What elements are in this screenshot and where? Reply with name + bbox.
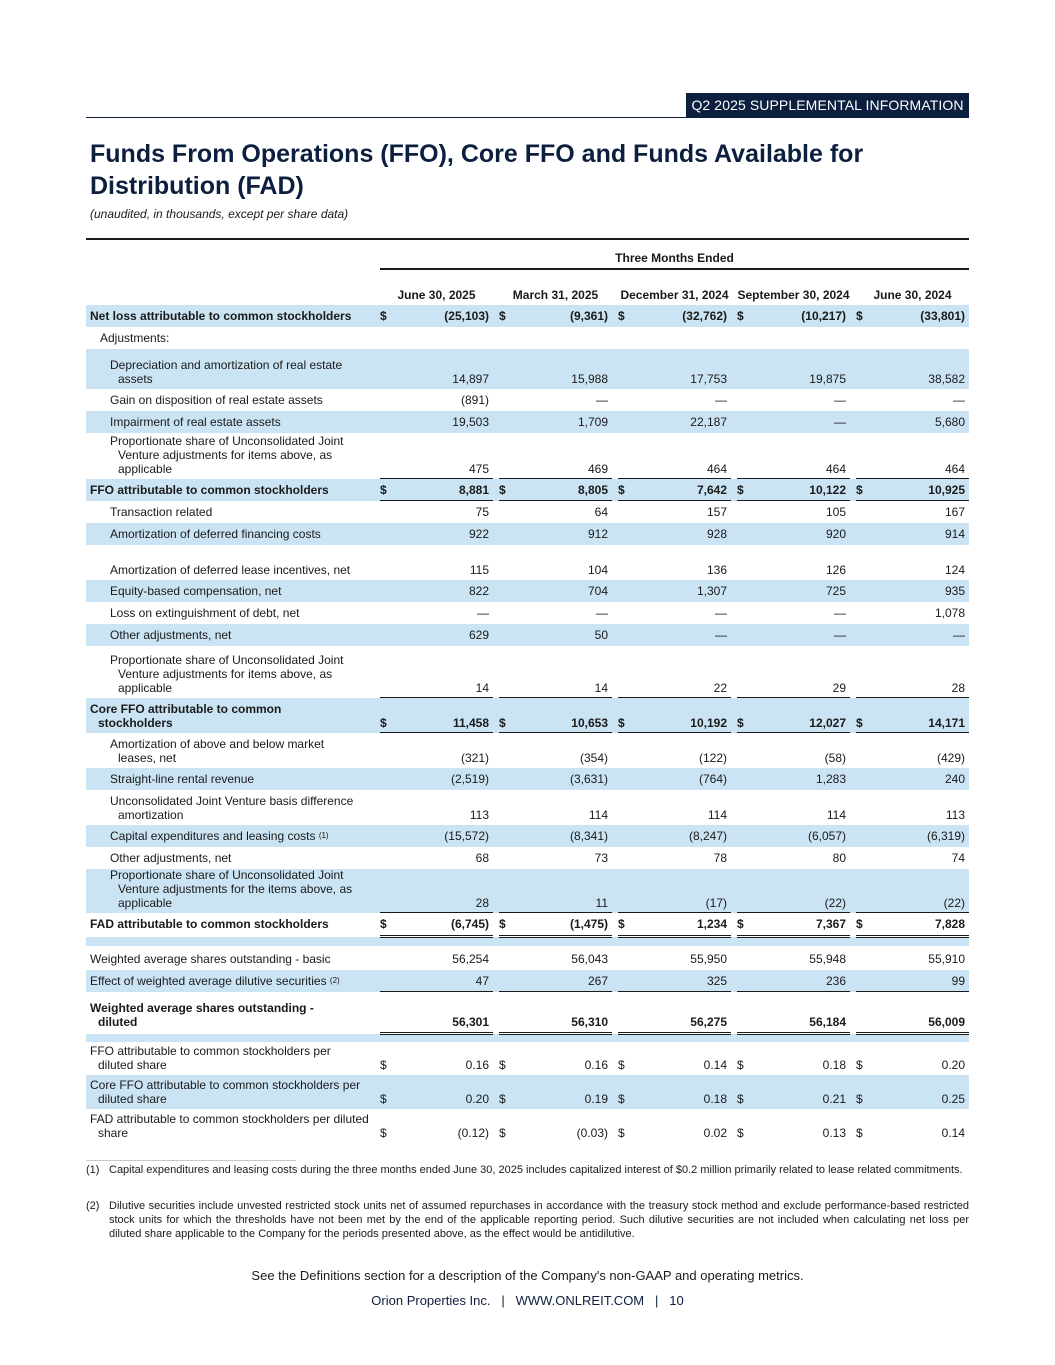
- currency-symbol: $: [380, 483, 387, 497]
- table-cell: 10,192: [690, 716, 727, 730]
- row-label: [110, 847, 380, 869]
- table-cell: (1,475): [569, 917, 608, 931]
- table-cell: 56,254: [452, 952, 489, 966]
- table-cell: 99: [951, 974, 965, 988]
- footer-website[interactable]: WWW.ONLREIT.COM: [515, 1293, 645, 1308]
- table-cell: 14: [594, 681, 608, 695]
- row-label-text: Equity-based compensation, net: [110, 584, 282, 598]
- table-cell: (22): [943, 896, 965, 910]
- table-cell: 113: [469, 808, 489, 822]
- table-cell: (8,341): [569, 829, 608, 843]
- row-label-text: Net loss attributable to common stockholders: [90, 309, 352, 323]
- row-label: [110, 646, 372, 698]
- table-cell: —: [953, 393, 965, 407]
- currency-symbol: $: [737, 1058, 744, 1072]
- table-row: [86, 1109, 969, 1143]
- row-label-text: Core FFO attributable to common stockholders per diluted share: [90, 1078, 361, 1106]
- table-cell: —: [715, 393, 727, 407]
- table-cell: 114: [588, 808, 608, 822]
- table-cell: 0.25: [941, 1092, 965, 1106]
- currency-symbol: $: [380, 1092, 387, 1106]
- table-top-rule: [86, 238, 969, 240]
- currency-symbol: $: [380, 309, 387, 323]
- table-cell: (891): [460, 393, 489, 407]
- table-cell: —: [596, 606, 608, 620]
- row-label-text: Other adjustments, net: [110, 628, 232, 642]
- row-label-text: Adjustments:: [100, 331, 170, 345]
- table-cell: (429): [936, 751, 965, 765]
- table-cell: 5,680: [934, 415, 965, 429]
- double-underline-rule: [856, 935, 969, 938]
- row-label: [90, 970, 380, 992]
- table-cell: 136: [706, 563, 727, 577]
- currency-symbol: $: [499, 1126, 506, 1140]
- table-row: [86, 869, 969, 913]
- table-cell: 104: [587, 563, 608, 577]
- table-cell: 0.21: [822, 1092, 846, 1106]
- row-label: [90, 992, 350, 1032]
- table-cell: 0.16: [465, 1058, 489, 1072]
- table-cell: (3,631): [569, 772, 608, 786]
- table-cell: 47: [475, 974, 489, 988]
- table-cell: 28: [475, 896, 489, 910]
- table-cell: 8,805: [577, 483, 608, 497]
- table-cell: [856, 327, 969, 349]
- column-header: June 30, 2025: [397, 288, 476, 302]
- row-label-text: Transaction related: [110, 505, 213, 519]
- table-cell: 55,950: [690, 952, 727, 966]
- currency-symbol: $: [737, 1092, 744, 1106]
- table-row: [86, 970, 969, 992]
- table-cell: [737, 327, 850, 349]
- table-cell: (122): [698, 751, 727, 765]
- currency-symbol: $: [499, 1058, 506, 1072]
- table-cell: 7,828: [934, 917, 965, 931]
- footnote-rule: [86, 1160, 296, 1161]
- table-cell: 464: [944, 462, 965, 476]
- table-cell: 28: [951, 681, 965, 695]
- row-label-text: FAD attributable to common stockholders: [90, 917, 329, 931]
- table-row: [86, 790, 969, 825]
- table-row: [86, 327, 969, 349]
- double-underline-rule: [737, 1032, 850, 1035]
- row-label: [90, 1075, 370, 1109]
- table-cell: 14: [475, 681, 489, 695]
- row-label-text: Proportionate share of Unconsolidated Joint Venture adjustments for items above, as applicable: [110, 434, 344, 476]
- row-label-text: Effect of weighted average dilutive securities: [90, 974, 327, 988]
- table-cell: 464: [706, 462, 727, 476]
- table-row: [86, 523, 969, 545]
- table-cell: 0.16: [584, 1058, 608, 1072]
- double-underline-rule: [380, 935, 493, 938]
- currency-symbol: $: [380, 1126, 387, 1140]
- currency-symbol: $: [618, 716, 625, 730]
- table-cell: 922: [468, 527, 489, 541]
- table-cell: (25,103): [444, 309, 489, 323]
- table-cell: 0.19: [584, 1092, 608, 1106]
- table-cell: 17,753: [690, 372, 727, 386]
- table-cell: (354): [579, 751, 608, 765]
- table-cell: 68: [475, 851, 489, 865]
- table-cell: 114: [826, 808, 846, 822]
- row-label: [110, 523, 380, 545]
- table-cell: 464: [825, 462, 846, 476]
- currency-symbol: $: [618, 1126, 625, 1140]
- table-cell: 12,027: [809, 716, 846, 730]
- table-cell: 920: [825, 527, 846, 541]
- table-row: [86, 545, 969, 580]
- row-label-text: Other adjustments, net: [110, 851, 232, 865]
- table-cell: 240: [944, 772, 965, 786]
- table-cell: 914: [944, 527, 965, 541]
- table-cell: 124: [944, 563, 965, 577]
- table-cell: 22: [713, 681, 727, 695]
- table-row: [86, 698, 969, 733]
- table-row: [86, 768, 969, 790]
- row-label-text: Capital expenditures and leasing costs: [110, 829, 316, 843]
- table-cell: 14,897: [452, 372, 489, 386]
- table-cell: (10,217): [801, 309, 846, 323]
- currency-symbol: $: [737, 1126, 744, 1140]
- double-underline-rule: [618, 1032, 731, 1035]
- double-underline-rule: [380, 1032, 493, 1035]
- double-underline-rule: [737, 935, 850, 938]
- row-label-text: Impairment of real estate assets: [110, 415, 281, 429]
- table-cell: 19,503: [452, 415, 489, 429]
- table-row: [86, 602, 969, 624]
- double-underline-rule: [618, 935, 731, 938]
- row-label: [110, 602, 380, 624]
- row-label-text: Depreciation and amortization of real estate assets: [110, 358, 343, 386]
- row-label-text: FFO attributable to common stockholders: [90, 483, 329, 497]
- table-cell: 56,043: [571, 952, 608, 966]
- table-row: [86, 305, 969, 327]
- table-cell: 157: [706, 505, 727, 519]
- row-label: [110, 790, 360, 825]
- currency-symbol: $: [737, 917, 744, 931]
- table-row: [86, 624, 969, 646]
- currency-symbol: $: [380, 1058, 387, 1072]
- row-label: [90, 698, 320, 733]
- table-cell: 1,283: [815, 772, 846, 786]
- table-row: [86, 948, 969, 970]
- double-underline-rule: [499, 935, 612, 938]
- table-cell: 0.18: [822, 1058, 846, 1072]
- table-cell: 0.18: [703, 1092, 727, 1106]
- row-label: [110, 349, 372, 389]
- row-label-text: Weighted average shares outstanding - diluted: [90, 1001, 314, 1029]
- row-label: [100, 327, 360, 349]
- table-cell: [618, 327, 731, 349]
- table-cell: 114: [707, 808, 727, 822]
- row-label-text: Gain on disposition of real estate assets: [110, 393, 323, 407]
- row-label: [90, 305, 380, 327]
- table-cell: 8,881: [458, 483, 489, 497]
- row-label: [110, 869, 380, 913]
- row-label-text: Amortization of deferred financing costs: [110, 527, 321, 541]
- footnote-text: Dilutive securities include unvested restricted stock units net of assumed repurchases in accordance with the treasury stock method and exclude performance-based restricted stock units for which the thresholds have not been met by the end of the applicable reporting period. Such dilutive securities are not included when calculating net loss per diluted share applicable to the Company for the periods presented above, as the effect would be antidilutive.: [109, 1200, 969, 1240]
- row-label: [110, 825, 380, 847]
- table-row: [86, 411, 969, 433]
- table-row: [86, 501, 969, 523]
- footnote-number: (2): [86, 1200, 100, 1212]
- column-header: December 31, 2024: [620, 288, 729, 302]
- table-cell: 0.20: [465, 1092, 489, 1106]
- table-row: [86, 847, 969, 869]
- row-label-text: Straight-line rental revenue: [110, 772, 255, 786]
- table-cell: [380, 327, 493, 349]
- table-cell: 822: [468, 584, 489, 598]
- currency-symbol: $: [618, 1058, 625, 1072]
- table-row: [86, 479, 969, 501]
- table-cell: 78: [713, 851, 727, 865]
- table-cell: 912: [587, 527, 608, 541]
- table-cell: (764): [698, 772, 727, 786]
- table-cell: 928: [706, 527, 727, 541]
- table-cell: 0.02: [703, 1126, 727, 1140]
- table-cell: 11: [595, 896, 608, 910]
- row-label-text: Proportionate share of Unconsolidated Joint Venture adjustments for the items above, as applicable: [110, 868, 353, 910]
- row-label: [90, 913, 380, 935]
- currency-symbol: $: [856, 716, 863, 730]
- row-label: [110, 433, 372, 479]
- page-subtitle: (unaudited, in thousands, except per share data): [90, 207, 349, 221]
- table-group-header: Three Months Ended: [380, 251, 969, 270]
- currency-symbol: $: [499, 917, 506, 931]
- table-cell: 73: [594, 851, 608, 865]
- table-cell: (9,361): [569, 309, 608, 323]
- table-cell: 50: [594, 628, 608, 642]
- table-cell: 267: [587, 974, 608, 988]
- row-label-text: Amortization of deferred lease incentives, net: [110, 563, 351, 577]
- currency-symbol: $: [856, 1058, 863, 1072]
- footer-line: [0, 1293, 1055, 1308]
- currency-symbol: $: [499, 1092, 506, 1106]
- currency-symbol: $: [856, 309, 863, 323]
- table-cell: 56,301: [452, 1015, 489, 1029]
- table-cell: 29: [832, 681, 846, 695]
- table-cell: (321): [460, 751, 489, 765]
- table-cell: 113: [945, 808, 965, 822]
- row-label: [110, 411, 380, 433]
- table-cell: (15,572): [444, 829, 489, 843]
- table-cell: (58): [824, 751, 846, 765]
- table-cell: —: [715, 628, 727, 642]
- currency-symbol: $: [737, 483, 744, 497]
- table-cell: —: [596, 393, 608, 407]
- table-cell: 7,642: [696, 483, 727, 497]
- table-row: [86, 1041, 969, 1075]
- row-label-text: FAD attributable to common stockholders per diluted share: [90, 1112, 369, 1140]
- table-cell: 56,184: [809, 1015, 846, 1029]
- row-label-text: Weighted average shares outstanding - basic: [90, 952, 331, 966]
- spacer-band: [86, 937, 969, 946]
- table-cell: 38,582: [928, 372, 965, 386]
- table-cell: 935: [944, 584, 965, 598]
- footnote-reference: (2): [329, 976, 340, 985]
- currency-symbol: $: [618, 917, 625, 931]
- table-cell: —: [953, 628, 965, 642]
- row-label: [110, 389, 380, 411]
- table-cell: 1,709: [577, 415, 608, 429]
- table-cell: (33,801): [920, 309, 965, 323]
- table-cell: (6,057): [807, 829, 846, 843]
- table-cell: 115: [469, 563, 489, 577]
- table-cell: —: [477, 606, 489, 620]
- double-underline-rule: [499, 1032, 612, 1035]
- table-cell: (6,319): [926, 829, 965, 843]
- table-cell: (8,247): [688, 829, 727, 843]
- currency-symbol: $: [380, 917, 387, 931]
- table-cell: 236: [825, 974, 846, 988]
- row-label: [110, 501, 380, 523]
- table-cell: 1,234: [696, 917, 727, 931]
- footer-company: Orion Properties Inc.: [371, 1293, 491, 1308]
- table-cell: 56,009: [928, 1015, 965, 1029]
- table-cell: 475: [468, 462, 489, 476]
- row-label: [90, 479, 380, 501]
- table-cell: —: [834, 393, 846, 407]
- currency-symbol: $: [618, 309, 625, 323]
- header-badge: Q2 2025 SUPPLEMENTAL INFORMATION: [686, 93, 969, 118]
- header-rule: [86, 117, 686, 118]
- table-row: [86, 580, 969, 602]
- row-label: [90, 1109, 370, 1143]
- table-cell: 1,078: [934, 606, 965, 620]
- table-cell: 725: [825, 584, 846, 598]
- currency-symbol: $: [499, 483, 506, 497]
- table-cell: 10,122: [809, 483, 846, 497]
- currency-symbol: $: [618, 483, 625, 497]
- table-cell: 7,367: [815, 917, 846, 931]
- column-header: March 31, 2025: [512, 288, 599, 302]
- currency-symbol: $: [856, 1126, 863, 1140]
- table-cell: (0.03): [576, 1126, 608, 1140]
- table-cell: [499, 327, 612, 349]
- table-cell: 11,458: [452, 716, 489, 730]
- table-row: [86, 1075, 969, 1109]
- double-underline-rule: [856, 1032, 969, 1035]
- table-row: [86, 349, 969, 389]
- table-row: [86, 913, 969, 935]
- table-cell: 325: [706, 974, 727, 988]
- currency-symbol: $: [499, 309, 506, 323]
- row-label-text: Loss on extinguishment of debt, net: [110, 606, 300, 620]
- row-label: [110, 545, 360, 580]
- table-cell: (17): [705, 896, 727, 910]
- table-cell: —: [834, 628, 846, 642]
- row-label-text: Proportionate share of Unconsolidated Joint Venture adjustments for items above, as applicable: [110, 653, 344, 695]
- currency-symbol: $: [737, 309, 744, 323]
- table-cell: 22,187: [690, 415, 727, 429]
- table-cell: (32,762): [682, 309, 727, 323]
- table-cell: 629: [468, 628, 489, 642]
- currency-symbol: $: [737, 716, 744, 730]
- page-title: Funds From Operations (FFO), Core FFO and Funds Available for Distribution (FAD): [90, 140, 864, 200]
- table-cell: 10,653: [571, 716, 608, 730]
- table-cell: 56,275: [690, 1015, 727, 1029]
- row-label-text: Amortization of above and below market leases, net: [110, 737, 325, 765]
- table-cell: 0.14: [941, 1126, 965, 1140]
- row-label-text: Core FFO attributable to common stockholders: [90, 702, 282, 730]
- table-cell: 469: [587, 462, 608, 476]
- row-label: [90, 1041, 360, 1075]
- currency-symbol: $: [618, 1092, 625, 1106]
- currency-symbol: $: [856, 1092, 863, 1106]
- table-row: [86, 992, 969, 1032]
- table-cell: 74: [951, 851, 965, 865]
- row-label: [110, 580, 380, 602]
- footer-note: See the Definitions section for a description of the Company's non-GAAP and operating metrics.: [251, 1268, 804, 1283]
- table-cell: 55,948: [809, 952, 846, 966]
- table-cell: 56,310: [571, 1015, 608, 1029]
- table-cell: 55,910: [928, 952, 965, 966]
- currency-symbol: $: [499, 716, 506, 730]
- currency-symbol: $: [856, 483, 863, 497]
- footer-separator: |: [654, 1293, 659, 1308]
- table-cell: (22): [824, 896, 846, 910]
- table-cell: 0.14: [703, 1058, 727, 1072]
- row-label-text: Unconsolidated Joint Venture basis difference amortization: [110, 794, 354, 822]
- table-row: [86, 646, 969, 698]
- table-cell: 80: [832, 851, 846, 865]
- currency-symbol: $: [856, 917, 863, 931]
- row-label: [110, 768, 380, 790]
- table-cell: —: [834, 415, 846, 429]
- table-cell: 704: [587, 584, 608, 598]
- table-cell: (6,745): [450, 917, 489, 931]
- row-label: [110, 733, 360, 768]
- table-cell: 167: [944, 505, 965, 519]
- currency-symbol: $: [380, 716, 387, 730]
- footnote-number: (1): [86, 1164, 100, 1176]
- footnote-text: Capital expenditures and leasing costs during the three months ended June 30, 2025 includes capitalized interest of $0.2 million primarily related to lease related commitments.: [109, 1164, 963, 1176]
- table-cell: 64: [594, 505, 608, 519]
- table-cell: 0.13: [822, 1126, 846, 1140]
- table-row: [86, 433, 969, 479]
- row-label: [110, 624, 380, 646]
- row-label-text: FFO attributable to common stockholders per diluted share: [90, 1044, 331, 1072]
- footnote: [86, 1163, 969, 1177]
- table-cell: 126: [825, 563, 846, 577]
- table-row: [86, 825, 969, 847]
- table-row: [86, 389, 969, 411]
- table-cell: 10,925: [928, 483, 965, 497]
- table-cell: 19,875: [809, 372, 846, 386]
- footer-separator: |: [501, 1293, 505, 1308]
- column-header: September 30, 2024: [737, 288, 850, 302]
- table-cell: —: [715, 606, 727, 620]
- column-header: June 30, 2024: [873, 288, 952, 302]
- table-cell: (2,519): [450, 772, 489, 786]
- row-label: [90, 948, 380, 970]
- table-cell: 105: [825, 505, 846, 519]
- table-cell: 75: [475, 505, 489, 519]
- table-cell: 15,988: [571, 372, 608, 386]
- table-row: [86, 733, 969, 768]
- table-cell: (0.12): [457, 1126, 489, 1140]
- footnote-reference: (1): [318, 831, 329, 840]
- table-cell: 14,171: [928, 716, 965, 730]
- table-cell: 1,307: [696, 584, 727, 598]
- page-number: 10: [669, 1293, 684, 1308]
- table-cell: —: [834, 606, 846, 620]
- footnote: [86, 1199, 969, 1241]
- table-cell: 0.20: [941, 1058, 965, 1072]
